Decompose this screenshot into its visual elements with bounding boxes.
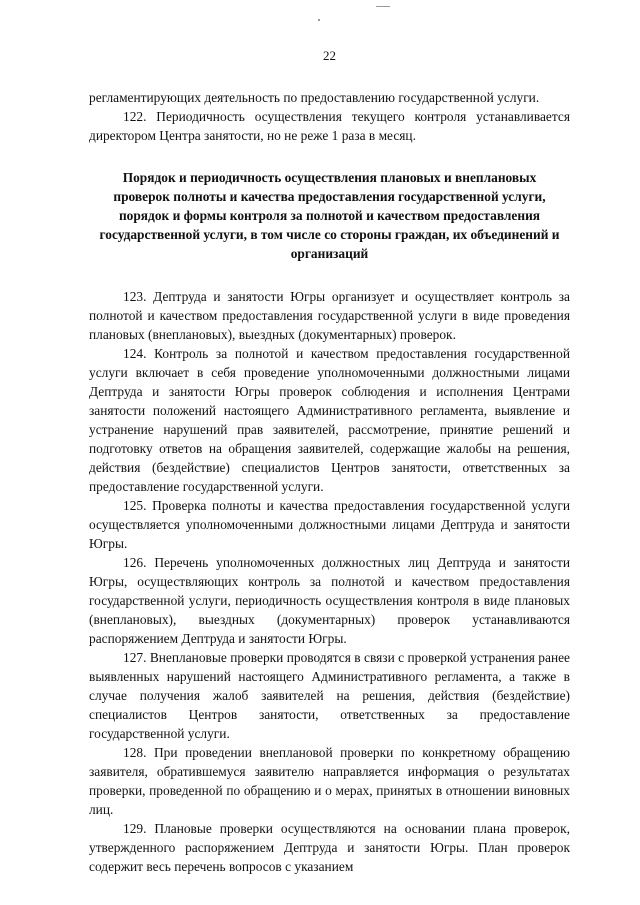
paragraph-122: 122. Периодичность осуществления текущего контроля устанавливается директором Центра занятости, но не реже 1 раза в месяц. [89, 109, 570, 143]
paragraph-124: 124. Контроль за полнотой и качеством предоставления государственной услуги включает в себя проведение уполномоченными должностными лицами Дептруда и занятости Югры проверок соблюдения и исполнения Центрами занятости положений настоящего Административного регламента, выявление и устранение нарушений прав заявителей, рассмотрение, принятие решений и подготовку ответов на обращения заявителей, содержащие жалобы на решения, действия (бездействие) специалистов Центров занятости, ответственных за предоставление государственной услуги. [89, 346, 570, 494]
paragraph-128: 128. При проведении внеплановой проверки по конкретному обращению заявителя, обратившемуся заявителю направляется информация о результатах проверки, проведенной по обращению и о мерах, принятых в отношении виновных лиц. [89, 745, 570, 817]
paragraph-123: 123. Дептруда и занятости Югры организует и осуществляет контроль за полнотой и качеством предоставления государственной услуги в виде проведения плановых (внеплановых), выездных (документарных) проверок. [89, 289, 570, 342]
page-number: 22 [323, 48, 336, 63]
paragraph-126: 126. Перечень уполномоченных должностных лиц Дептруда и занятости Югры, осуществляющих контроль за полнотой и качеством предоставления государственной услуги, периодичность осуществления контроля в виде плановых (внеплановых), выездных (документарных) проверок устанавливаются распоряжением Дептруда и занятости Югры. [89, 555, 570, 646]
paragraph-129: 129. Плановые проверки осуществляются на основании плана проверок, утвержденного распоряжением Дептруда и занятости Югры. План проверок содержит весь перечень вопросов с указанием [89, 821, 570, 874]
paragraph-127: 127. Внеплановые проверки проводятся в связи с проверкой устранения ранее выявленных нарушений настоящего Административного регламента, а также в случае получения жалоб заявителей на решения, действия (бездействие) специалистов Центров занятости, ответственных за предоставление государственной услуги. [89, 650, 570, 741]
section-heading: Порядок и периодичность осуществления плановых и внеплановых проверок полноты и качества предоставления государственной услуги, порядок и формы контроля за полнотой и качеством предоставления государственной услуги, в том числе со стороны граждан, их объединений и организаций [99, 170, 560, 261]
scan-speck [318, 19, 320, 21]
lead-paragraph: регламентирующих деятельность по предоставлению государственной услуги. [89, 90, 540, 105]
paragraph-125: 125. Проверка полноты и качества предоставления государственной услуги осуществляется уполномоченными должностными лицами Дептруда и занятости Югры. [89, 498, 570, 551]
scan-speck [376, 6, 390, 7]
